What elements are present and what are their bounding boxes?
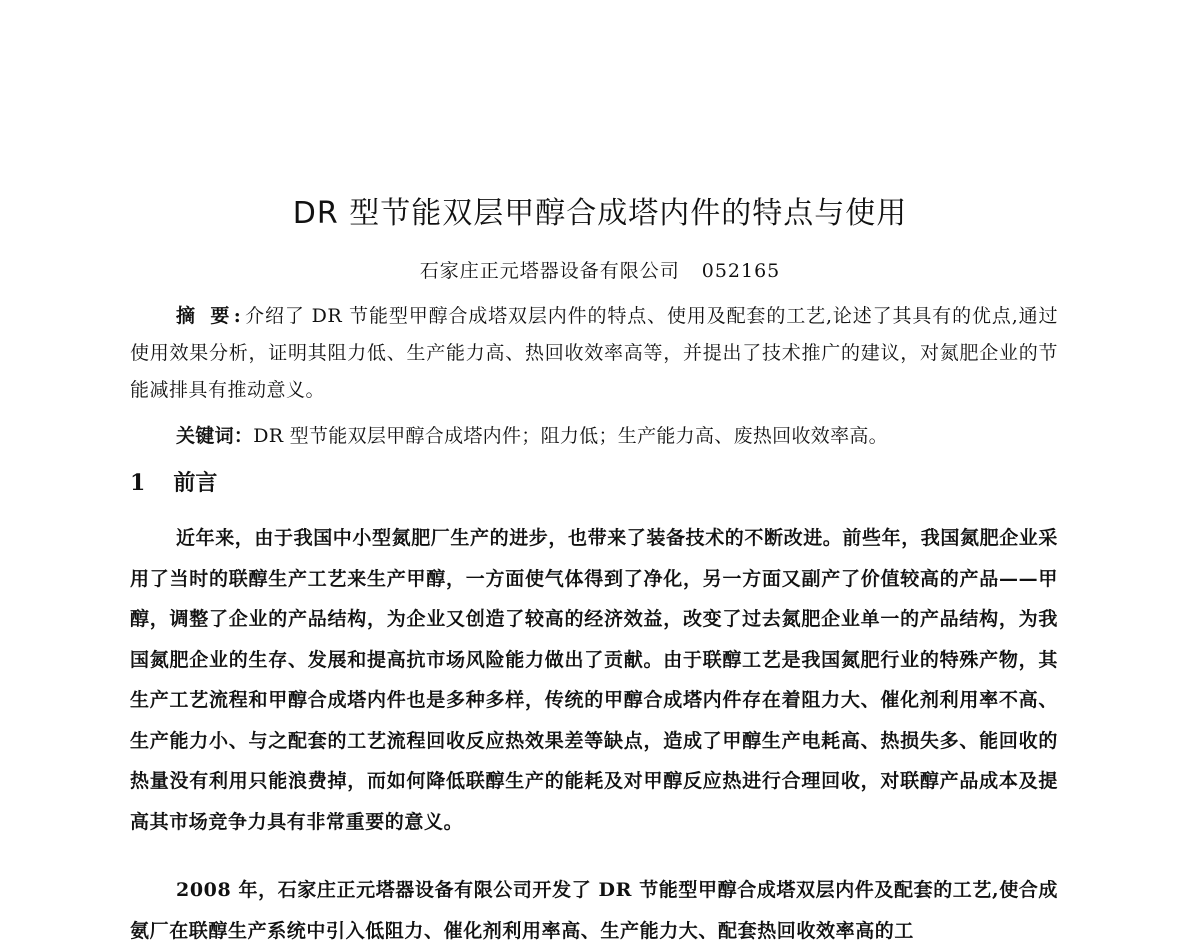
keywords-text: DR 型节能双层甲醇合成塔内件；阻力低；生产能力高、废热回收效率高。	[253, 425, 888, 447]
keywords	[130, 418, 1058, 455]
body-paragraph-1: 近年来，由于我国中小型氮肥厂生产的进步，也带来了装备技术的不断改进。前些年，我国氮肥企业采用了当时的联醇生产工艺来生产甲醇，一方面使气体得到了净化，另一方面又副产了价值较高的产品——甲醇，调整了企业的产品结构，为企业又创造了较高的经济效益，改变了过去氮肥企业单一的产品结构，为我国氮肥企业的生存、发展和提高抗市场风险能力做出了贡献。由于联醇工艺是我国氮肥行业的特殊产物，其生产工艺流程和甲醇合成塔内件也是多种多样，传统的甲醇合成塔内件存在着阻力大、催化剂利用率不高、生产能力小、与之配套的工艺流程回收反应热效果差等缺点，造成了甲醇生产电耗高、热损失多、能回收的热量没有利用只能浪费掉，而如何降低联醇生产的能耗及对甲醇反应热进行合理回收，对联醇产品成本及提高其市场竞争力具有非常重要的意义。	[130, 527, 1059, 833]
body-paragraph-2: 2008 年，石家庄正元塔器设备有限公司开发了 DR 节能型甲醇合成塔双层内件及配套的工艺,使合成氨厂在联醇生产系统中引入低阻力、催化剂利用率高、生产能力大、配套热回收效率高的工	[130, 879, 1059, 942]
section-number: 1	[130, 470, 146, 496]
abstract	[130, 298, 1058, 409]
paper-title: DR 型节能双层甲醇合成塔内件的特点与使用	[292, 196, 908, 231]
abstract-label: 摘 要:	[176, 305, 245, 327]
postcode: 052165	[701, 260, 781, 282]
section-heading	[130, 466, 217, 497]
keywords-label: 关键词：	[176, 425, 254, 447]
abstract-text: 介绍了 DR 节能型甲醇合成塔双层内件的特点、使用及配套的工艺,论述了其具有的优点,通过使用效果分析，证明其阻力低、生产能力高、热回收效率高等，并提出了技术推广的建议，对氮肥企业的节能减排具有推动意义。	[130, 305, 1058, 401]
section-title: 前言	[173, 470, 218, 496]
company-name: 石家庄正元塔器设备有限公司	[419, 260, 680, 282]
affiliation-line	[0, 256, 1200, 283]
